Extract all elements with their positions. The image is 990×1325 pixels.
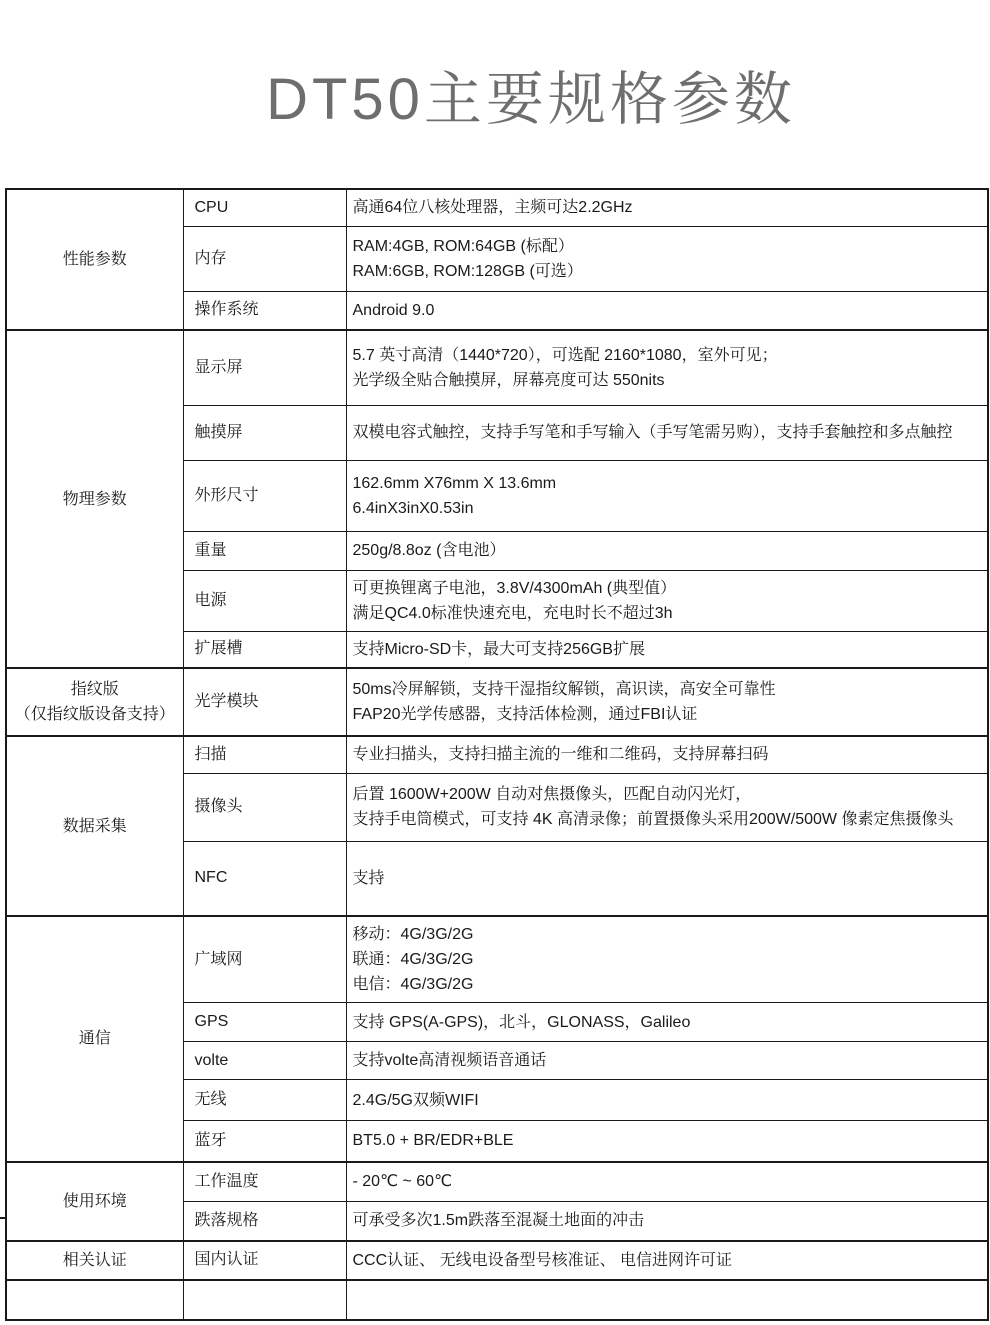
spec-value-cell bbox=[346, 631, 988, 668]
left-tick-mark bbox=[0, 1217, 6, 1219]
spec-row bbox=[6, 1241, 988, 1280]
spec-label-cell: 外形尺寸 bbox=[183, 460, 346, 531]
spec-value-line: 支持Micro-SD卡，最大可支持256GB扩展 bbox=[352, 640, 645, 658]
spec-value-line: 可更换锂离子电池，3.8V/4300mAh (典型值） bbox=[352, 579, 677, 597]
spec-value-line: 5.7 英寸高清（1440*720），可选配 2160*1080，室外可见； bbox=[352, 346, 778, 364]
spec-label-cell: 无线 bbox=[183, 1080, 346, 1121]
spec-table bbox=[5, 188, 989, 1321]
category-label: 相关认证 bbox=[62, 1251, 127, 1269]
spec-label-cell: GPS bbox=[183, 1003, 346, 1042]
spec-label-cell: 内存 bbox=[183, 226, 346, 291]
spec-value-line: BT5.0 + BR/EDR+BLE bbox=[352, 1132, 514, 1150]
spec-label-cell: 广域网 bbox=[183, 916, 346, 1003]
spec-label-cell: 操作系统 bbox=[183, 291, 346, 330]
title-area bbox=[0, 0, 990, 188]
category-cell bbox=[6, 1162, 183, 1241]
spec-value-cell bbox=[346, 1202, 988, 1241]
category-cell bbox=[6, 330, 183, 668]
spec-value-line: CCC认证、 无线电设备型号核准证、 电信进网许可证 bbox=[352, 1251, 733, 1269]
spec-value-cell bbox=[346, 1241, 988, 1280]
spec-label-cell: CPU bbox=[183, 189, 346, 226]
spec-label-cell: 跌落规格 bbox=[183, 1202, 346, 1241]
category-cell bbox=[6, 668, 183, 736]
spec-value-line: 满足QC4.0标准快速充电，充电时长不超过3h bbox=[352, 604, 673, 622]
spec-label-cell: 摄像头 bbox=[183, 773, 346, 841]
spec-value-cell bbox=[346, 291, 988, 330]
spec-value-line: RAM:6GB, ROM:128GB (可选） bbox=[352, 262, 583, 280]
spec-value-line: 支持volte高清视频语音通话 bbox=[352, 1052, 547, 1069]
spec-value-line: 6.4inX3inX0.53in bbox=[352, 499, 474, 517]
category-label: 使用环境 bbox=[62, 1192, 127, 1210]
category-cell bbox=[6, 736, 183, 916]
spec-label-cell: NFC bbox=[183, 841, 346, 916]
spec-value-line: 162.6mm X76mm X 13.6mm bbox=[352, 474, 557, 492]
spec-value-line: 后置 1600W+200W 自动对焦摄像头，匹配自动闪光灯， bbox=[352, 786, 752, 803]
spec-row bbox=[6, 916, 988, 1003]
spec-label-cell: 蓝牙 bbox=[183, 1121, 346, 1162]
spec-value-line: 50ms冷屏解锁，支持干湿指纹解锁，高识读，高安全可靠性 bbox=[352, 681, 776, 698]
spec-value-cell bbox=[346, 460, 988, 531]
spec-row bbox=[6, 189, 988, 226]
spec-value-cell bbox=[346, 531, 988, 570]
spec-value-line: RAM:4GB, ROM:64GB (标配） bbox=[352, 237, 574, 255]
category-cell bbox=[6, 1241, 183, 1280]
spec-label-cell: volte bbox=[183, 1042, 346, 1080]
partial-row bbox=[6, 1280, 988, 1320]
spec-value-line: - 20℃ ~ 60℃ bbox=[352, 1173, 453, 1191]
spec-value-line: 支持 GPS(A-GPS)，北斗，GLONASS，Galileo bbox=[352, 1013, 691, 1031]
spec-value-cell bbox=[346, 1042, 988, 1080]
spec-row bbox=[6, 330, 988, 405]
category-cell bbox=[6, 189, 183, 330]
spec-row bbox=[6, 1162, 988, 1202]
spec-label-cell: 重量 bbox=[183, 531, 346, 570]
category-label: 通信 bbox=[78, 1030, 111, 1048]
spec-value-line: 250g/8.8oz (含电池） bbox=[352, 542, 506, 559]
category-cell bbox=[6, 916, 183, 1162]
spec-value-cell bbox=[346, 1280, 988, 1320]
spec-label-cell: 光学模块 bbox=[183, 668, 346, 736]
spec-row bbox=[6, 736, 988, 773]
spec-value-line: 可承受多次1.5m跌落至混凝土地面的冲击 bbox=[352, 1212, 645, 1230]
spec-label-cell bbox=[183, 1280, 346, 1320]
spec-value-line: 支持手电筒模式，可支持 4K 高清录像；前置摄像头采用200W/500W 像素定焦摄像头 bbox=[352, 811, 954, 828]
spec-label-cell: 电源 bbox=[183, 570, 346, 631]
spec-label-cell: 扩展槽 bbox=[183, 631, 346, 668]
spec-value-cell bbox=[346, 1080, 988, 1121]
page-title: DT50主要规格参数 bbox=[266, 67, 796, 132]
spec-value-cell bbox=[346, 226, 988, 291]
spec-value-line: 2.4G/5G双频WIFI bbox=[352, 1091, 479, 1109]
spec-value-cell bbox=[346, 841, 988, 916]
spec-value-cell bbox=[346, 1162, 988, 1202]
spec-value-cell bbox=[346, 668, 988, 736]
spec-value-line: 联通：4G/3G/2G bbox=[352, 951, 474, 968]
category-label: 物理参数 bbox=[62, 490, 127, 508]
spec-label-cell: 显示屏 bbox=[183, 330, 346, 405]
category-label: 数据采集 bbox=[62, 817, 127, 835]
category-label: （仅指纹版设备支持） bbox=[14, 706, 175, 723]
category-label: 性能参数 bbox=[62, 251, 127, 268]
spec-value-cell bbox=[346, 1121, 988, 1162]
spec-value-cell bbox=[346, 405, 988, 460]
spec-value-line: 高通64位八核处理器，主频可达2.2GHz bbox=[352, 199, 633, 217]
spec-value-cell bbox=[346, 570, 988, 631]
spec-label-cell: 扫描 bbox=[183, 736, 346, 773]
spec-value-cell bbox=[346, 773, 988, 841]
spec-value-line: 支持 bbox=[352, 869, 385, 887]
spec-value-line: 专业扫描头，支持扫描主流的一维和二维码，支持屏幕扫码 bbox=[352, 746, 769, 764]
spec-value-cell bbox=[346, 1003, 988, 1042]
spec-value-cell bbox=[346, 330, 988, 405]
spec-row bbox=[6, 668, 988, 736]
spec-value-cell bbox=[346, 189, 988, 226]
spec-value-line: 光学级全贴合触摸屏，屏幕亮度可达 550nits bbox=[352, 371, 665, 389]
spec-label-cell: 触摸屏 bbox=[183, 405, 346, 460]
spec-value-cell bbox=[346, 916, 988, 1003]
spec-value-line: 移动：4G/3G/2G bbox=[352, 926, 474, 943]
spec-label-cell: 国内认证 bbox=[183, 1241, 346, 1280]
spec-value-line: 电信：4G/3G/2G bbox=[352, 976, 474, 993]
spec-value-line: FAP20光学传感器，支持活体检测，通过FBI认证 bbox=[352, 706, 698, 723]
spec-value-cell bbox=[346, 736, 988, 773]
spec-value-line: 双模电容式触控，支持手写笔和手写输入（手写笔需另购），支持手套触控和多点触控 bbox=[352, 424, 953, 441]
category-cell bbox=[6, 1280, 183, 1320]
category-label: 指纹版 bbox=[70, 681, 119, 698]
spec-value-line: Android 9.0 bbox=[352, 301, 435, 319]
spec-label-cell: 工作温度 bbox=[183, 1162, 346, 1202]
